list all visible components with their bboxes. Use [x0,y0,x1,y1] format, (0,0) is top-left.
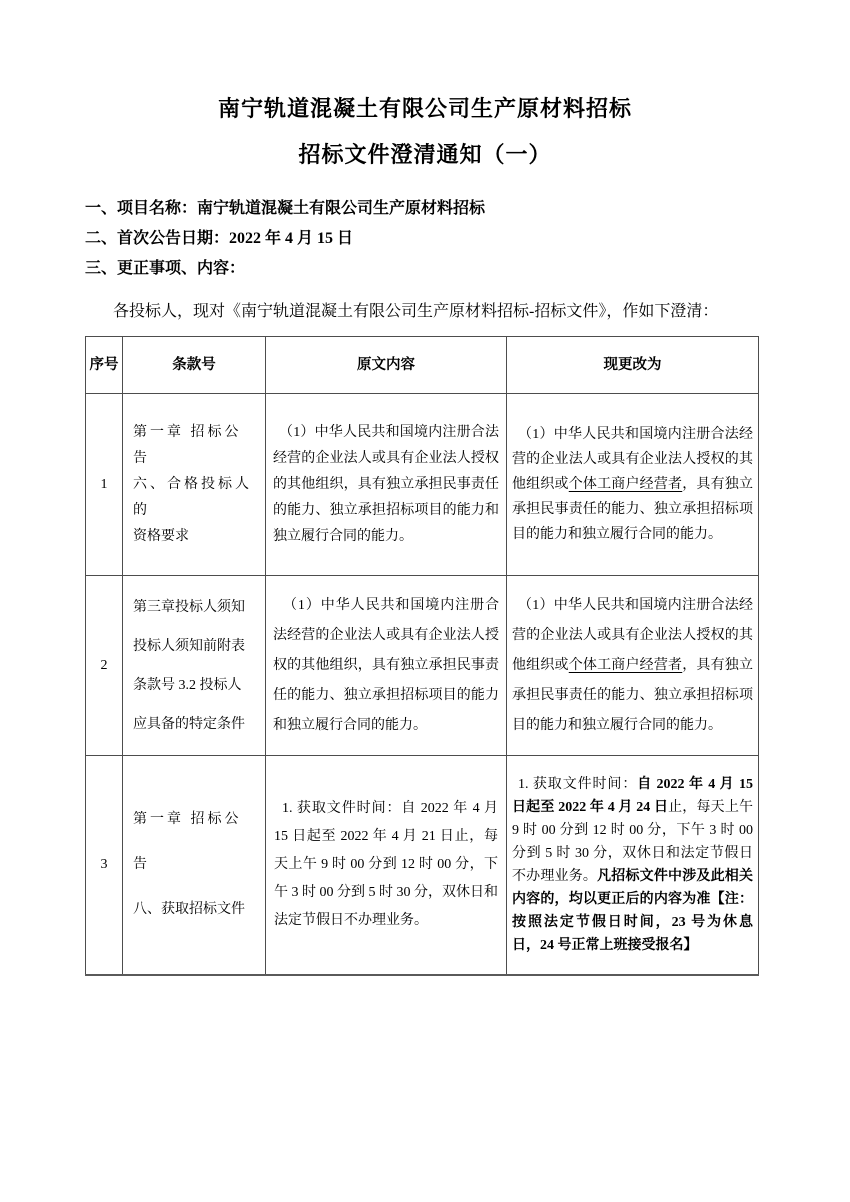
row1-revised-content [507,394,759,576]
row3-clause-line: 八、获取招标文件 [133,902,245,918]
row2-revised-pre: （1）中华人民共和国境内注册合法经营的企业法人或具有企业法人授权的其他组织或 [512,597,753,673]
row2-clause-line: 条款号 3.2 投标人 [133,677,242,693]
document-title [85,86,765,178]
row1-serial: 1 [86,394,123,576]
row3-serial: 3 [86,756,123,975]
row1-original-content: （1）中华人民共和国境内注册合法经营的企业法人或具有企业法人授权的其他组织，具有独立承担民事责任的能力、独立承担招标项目的能力和独立履行合同的能力。 [266,394,507,576]
row2-clause-line: 第三章投标人须知 [133,599,245,615]
row3-clause [123,756,266,975]
item-list [85,194,765,284]
row1-revised-pre: （1）中华人民共和国境内注册合法经营的企业法人或具有企业法人授权的其他组织或 [512,427,753,492]
row1-clause-line: 资格要求 [133,528,189,544]
row1-revised-underlined: 个体工商户经营者 [568,477,683,492]
row3-revised-seg3: 止，每天上午 9 时 00 分到 12 时 00 分，下午 3 时 00 分到 5 时 30 分，双休日和法定节假日不办理业务。 [512,799,754,884]
row2-clause-line: 应具备的特定条件 [133,716,245,732]
row1-clause-line: 六、合格投标人的 [133,476,252,518]
intro-paragraph: 各投标人，现对《南宁轨道混凝土有限公司生产原材料招标-招标文件》，作如下澄清： [113,303,719,320]
row3-revised-seg2-bold: 自 2022 年 4 月 15 日起至 2022 年 4 月 24 日 [512,776,753,815]
row2-revised-underlined: 个体工商户经营者 [568,657,683,673]
table-row-1 [86,394,759,576]
row3-revised-content [507,756,759,975]
row2-clause [123,576,266,756]
row3-revised-seg1: 1. 获取文件时间： [518,776,638,792]
row3-revised-seg4-bold: 凡招标文件中涉及此相关内容的，均以更正后的内容为准【注：按照法定节假日时间，23 号为休息日，24 号正常上班接受报名】 [512,868,753,953]
row3-clause-line: 第一章 招标公告 [133,812,242,873]
row1-clause [123,394,266,576]
header-original-content: 原文内容 [266,337,507,394]
table-row-3 [86,756,759,975]
row3-original-content: 1. 获取文件时间：自 2022 年 4 月 15 日起至 2022 年 4 月 21 日止，每天上午 9 时 00 分到 12 时 00 分，下午 3 时 00 分到 5 时 30 分，双休日和法定节假日不办理业务。 [266,756,507,975]
clarification-table [85,336,759,976]
row2-revised-content [507,576,759,756]
row2-revised-post: ，具有独立承担民事责任的能力、独立承担招标项目的能力和独立履行合同的能力。 [512,657,753,733]
row2-original-content: （1）中华人民共和国境内注册合法经营的企业法人或具有企业法人授权的其他组织，具有独立承担民事责任的能力、独立承担招标项目的能力和独立履行合同的能力。 [266,576,507,756]
row2-serial: 2 [86,576,123,756]
item-first-announcement-date: 二、首次公告日期：2022 年 4 月 15 日 [85,230,354,247]
title-line-1: 南宁轨道混凝土有限公司生产原材料招标 [217,96,632,121]
header-clause-number: 条款号 [123,337,266,394]
title-line-2: 招标文件澄清通知（一） [298,142,552,167]
header-revised-content: 现更改为 [507,337,759,394]
item-project-name: 一、项目名称：南宁轨道混凝土有限公司生产原材料招标 [85,200,486,217]
table-header-row [86,337,759,394]
table-row-2 [86,576,759,756]
header-serial-number: 序号 [86,337,123,394]
row1-revised-post: ，具有独立承担民事责任的能力、独立承担招标项目的能力和独立履行合同的能力。 [512,477,753,542]
row2-clause-line: 投标人须知前附表 [133,638,245,654]
row1-clause-line: 第一章 招标公告 [133,424,242,466]
item-correction-heading: 三、更正事项、内容： [85,260,246,277]
